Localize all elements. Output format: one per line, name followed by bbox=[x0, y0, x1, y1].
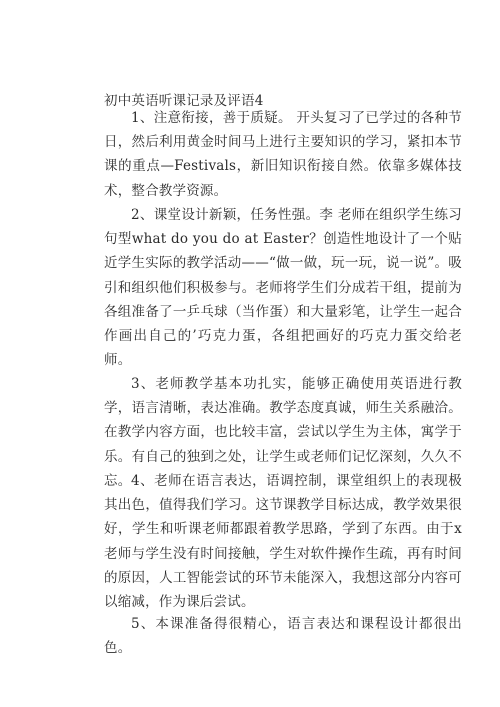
paragraph-5: 5、本课准备得很精心，语言表达和课程设计都很出色。 bbox=[104, 616, 462, 657]
paragraph-2: 2、课堂设计新颖，任务性强。李 老师在组织学生练习句型what do you do at Easter？创造性地设计了一个贴近学生实际的教学活动——“做一做，玩一玩，说一说”。吸引和组织他们积极参与。老师将学生们分成若干组，提前为各组准备了一乒乓球（当作蛋）和大量彩笔，让学生一起合作画出自己的’巧克力蛋，各组把画好的巧克力蛋交给老师。 bbox=[104, 207, 462, 369]
paragraph-4: 4、老师在语言表达，语调控制，课堂组织上的表现极其出色，值得我们学习。这节课教学目标达成，教学效果很好，学生和听课老师都跟着教学思路，学到了东西。由于x老师与学生没有时间接触，学生对软件操作生疏，再有时间的原因，人工智能尝试的环节未能深入，我想这部分内容可以缩减，作为课后尝试。 bbox=[104, 473, 462, 611]
paragraph-1: 1、注意衔接，善于质疑。 开头复习了已学过的各种节日，然后利用黄金时间马上进行主要知识的学习，紧扣本节课的重点—Festivals，新旧知识衔接自然。依靠多媒体技术，整合教学资源。 bbox=[104, 110, 462, 199]
document-title: 初中英语听课记录及评语4 bbox=[104, 93, 264, 109]
paragraph-3: 3、老师教学基本功扎实，能够正确使用英语进行教学，语言清晰，表达准确。教学态度真诚，师生关系融洽。在教学内容方面，也比较丰富，尝试以学生为主体，寓学于乐。有自己的独到之处，让学生或老师们记忆深刻，久久不忘。 bbox=[104, 376, 462, 489]
